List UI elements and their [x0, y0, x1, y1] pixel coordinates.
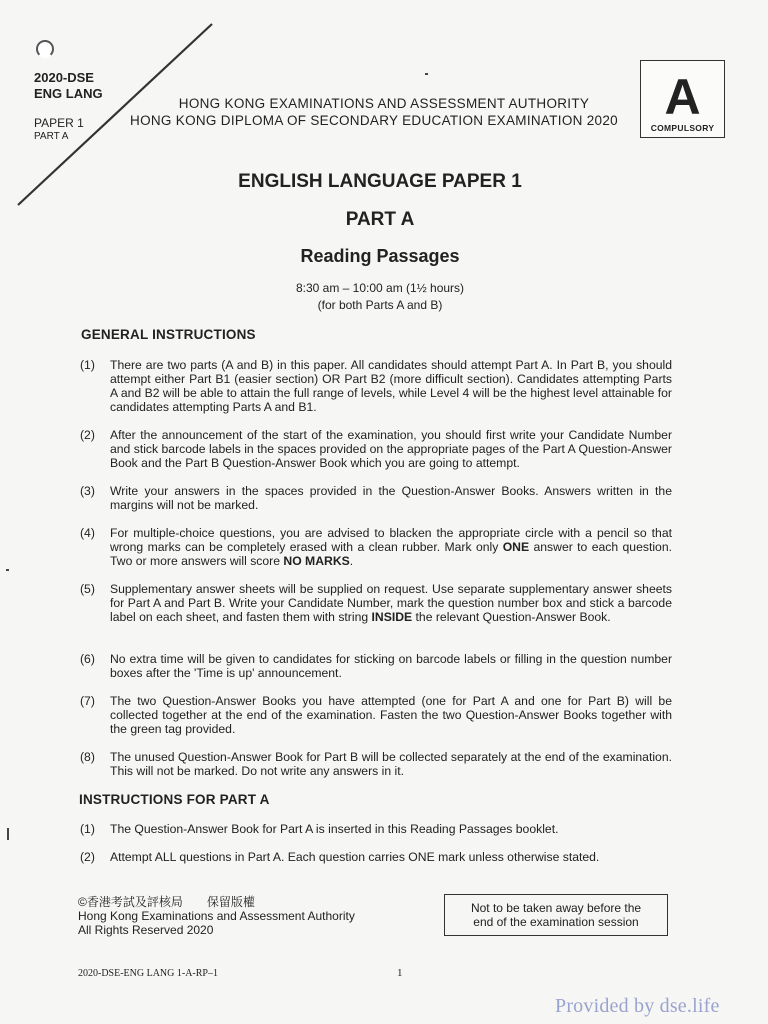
- instruction-text: No extra time will be given to candidates for sticking on barcode labels or filling in the question number boxes after the 'Time is up' announcement.: [110, 652, 672, 681]
- instruction-item: [80, 484, 672, 512]
- instruction-number: (1): [80, 822, 95, 836]
- instruction-item: [80, 694, 672, 736]
- instruction-text-part: answer to each question. Two or more answers will score: [110, 540, 672, 569]
- instruction-text-part: the relevant Question-Answer Book.: [412, 610, 611, 625]
- scan-mark: [6, 569, 9, 571]
- instruction-item: [80, 428, 672, 470]
- instruction-text-part: Supplementary answer sheets will be supplied on request. Use separate supplementary answer sheets for Part A and Part B. Write your Candidate Number, mark the question number box and stick a barcode label on each sheet, and fasten them with string: [110, 582, 672, 625]
- exam-time-range: 8:30 am – 10:00 am (1½ hours): [295, 281, 465, 295]
- paper-title: ENGLISH LANGUAGE PAPER 1: [238, 171, 522, 192]
- instruction-number: (3): [80, 484, 95, 498]
- instruction-number: (6): [80, 652, 95, 666]
- instruction-number: (7): [80, 694, 95, 708]
- instruction-text: The two Question-Answer Books you have attempted (one for Part A and one for Part B) will be collected together at the end of the examination. Fasten the two Question-Answer Books together with the green tag provided.: [110, 694, 672, 737]
- corner-paper: PAPER 1: [34, 116, 84, 130]
- document-code: 2020-DSE-ENG LANG 1-A-RP–1: [78, 968, 218, 979]
- corner-exam: 2020-DSE: [34, 70, 94, 85]
- part-title: PART A: [345, 209, 415, 230]
- scan-mark: [7, 828, 9, 840]
- instruction-emphasis: INSIDE: [371, 610, 413, 625]
- instruction-text: [110, 526, 672, 568]
- page-number: 1: [397, 967, 403, 979]
- instruction-number: (4): [80, 526, 95, 540]
- booklet-title: Reading Passages: [300, 246, 460, 266]
- instruction-emphasis: NO MARKS: [283, 554, 350, 569]
- scan-mark: [425, 73, 428, 75]
- instruction-item: [80, 358, 672, 414]
- instruction-item: [80, 850, 672, 864]
- compulsory-badge: [640, 60, 725, 138]
- instruction-text: Write your answers in the spaces provided in the Question-Answer Books. Answers written in the margins will not be marked.: [110, 484, 672, 513]
- instruction-number: (1): [80, 358, 95, 372]
- instruction-item: [80, 526, 672, 568]
- notice-line-2: end of the examination session: [473, 915, 639, 929]
- instruction-item: [80, 652, 672, 680]
- exam-title: HONG KONG DIPLOMA OF SECONDARY EDUCATION EXAMINATION 2020: [130, 113, 618, 128]
- copyright-chinese: ©香港考試及評核局 保留版權: [78, 895, 255, 909]
- badge-letter: A: [664, 69, 701, 125]
- not-to-be-taken-notice: [444, 894, 668, 936]
- rights-reserved: All Rights Reserved 2020: [78, 923, 214, 937]
- instruction-text: Attempt ALL questions in Part A. Each question carries ONE mark unless otherwise stated.: [110, 850, 600, 864]
- instruction-text: [110, 582, 672, 624]
- copyright-english: Hong Kong Examinations and Assessment Authority: [78, 909, 355, 923]
- notice-line-1: Not to be taken away before the: [470, 901, 642, 915]
- instruction-text: There are two parts (A and B) in this paper. All candidates should attempt Part A. In Part B, you should attempt either Part B1 (easier section) OR Part B2 (more difficult section). Candidates attempting Parts A and B2 will be able to attain the full range of levels, while Level 4 will be the highest level attainable for candidates attempting Parts A and B1.: [110, 358, 672, 415]
- instruction-text: After the announcement of the start of the examination, you should first write your Candidate Number and stick barcode labels in the spaces provided on the appropriate pages of the Part A Question-Answer Book and the Part B Question-Answer Book which you are going to attempt.: [110, 428, 672, 471]
- instruction-text-part: For multiple-choice questions, you are advised to blacken the appropriate circle with a pencil so that wrong marks can be completely erased with a clean rubber. Mark only: [110, 526, 672, 555]
- copyright-block: [78, 895, 355, 937]
- instruction-number: (5): [80, 582, 95, 596]
- exam-time-note: (for both Parts A and B): [317, 298, 443, 312]
- instruction-item: [80, 582, 672, 624]
- instruction-emphasis: ONE: [502, 540, 530, 555]
- instruction-number: (2): [80, 850, 95, 864]
- corner-subject: ENG LANG: [34, 86, 103, 101]
- instruction-text: The Question-Answer Book for Part A is inserted in this Reading Passages booklet.: [110, 822, 559, 836]
- general-instructions-heading: GENERAL INSTRUCTIONS: [81, 327, 256, 342]
- instruction-number: (2): [80, 428, 95, 442]
- instruction-text-part: .: [349, 554, 354, 569]
- instruction-text: The unused Question-Answer Book for Part B will be collected separately at the end of the examination. This will not be marked. Do not write any answers in it.: [110, 750, 672, 779]
- corner-part: PART A: [34, 131, 69, 142]
- instruction-item: [80, 822, 672, 836]
- watermark-text: Provided by dse.life: [555, 995, 720, 1017]
- instruction-number: (8): [80, 750, 95, 764]
- badge-label: COMPULSORY: [650, 123, 715, 133]
- authority-name: HONG KONG EXAMINATIONS AND ASSESSMENT AUTHORITY: [178, 96, 590, 111]
- part-a-instructions-heading: INSTRUCTIONS FOR PART A: [79, 792, 270, 807]
- instruction-item: [80, 750, 672, 778]
- exam-time: [80, 280, 680, 314]
